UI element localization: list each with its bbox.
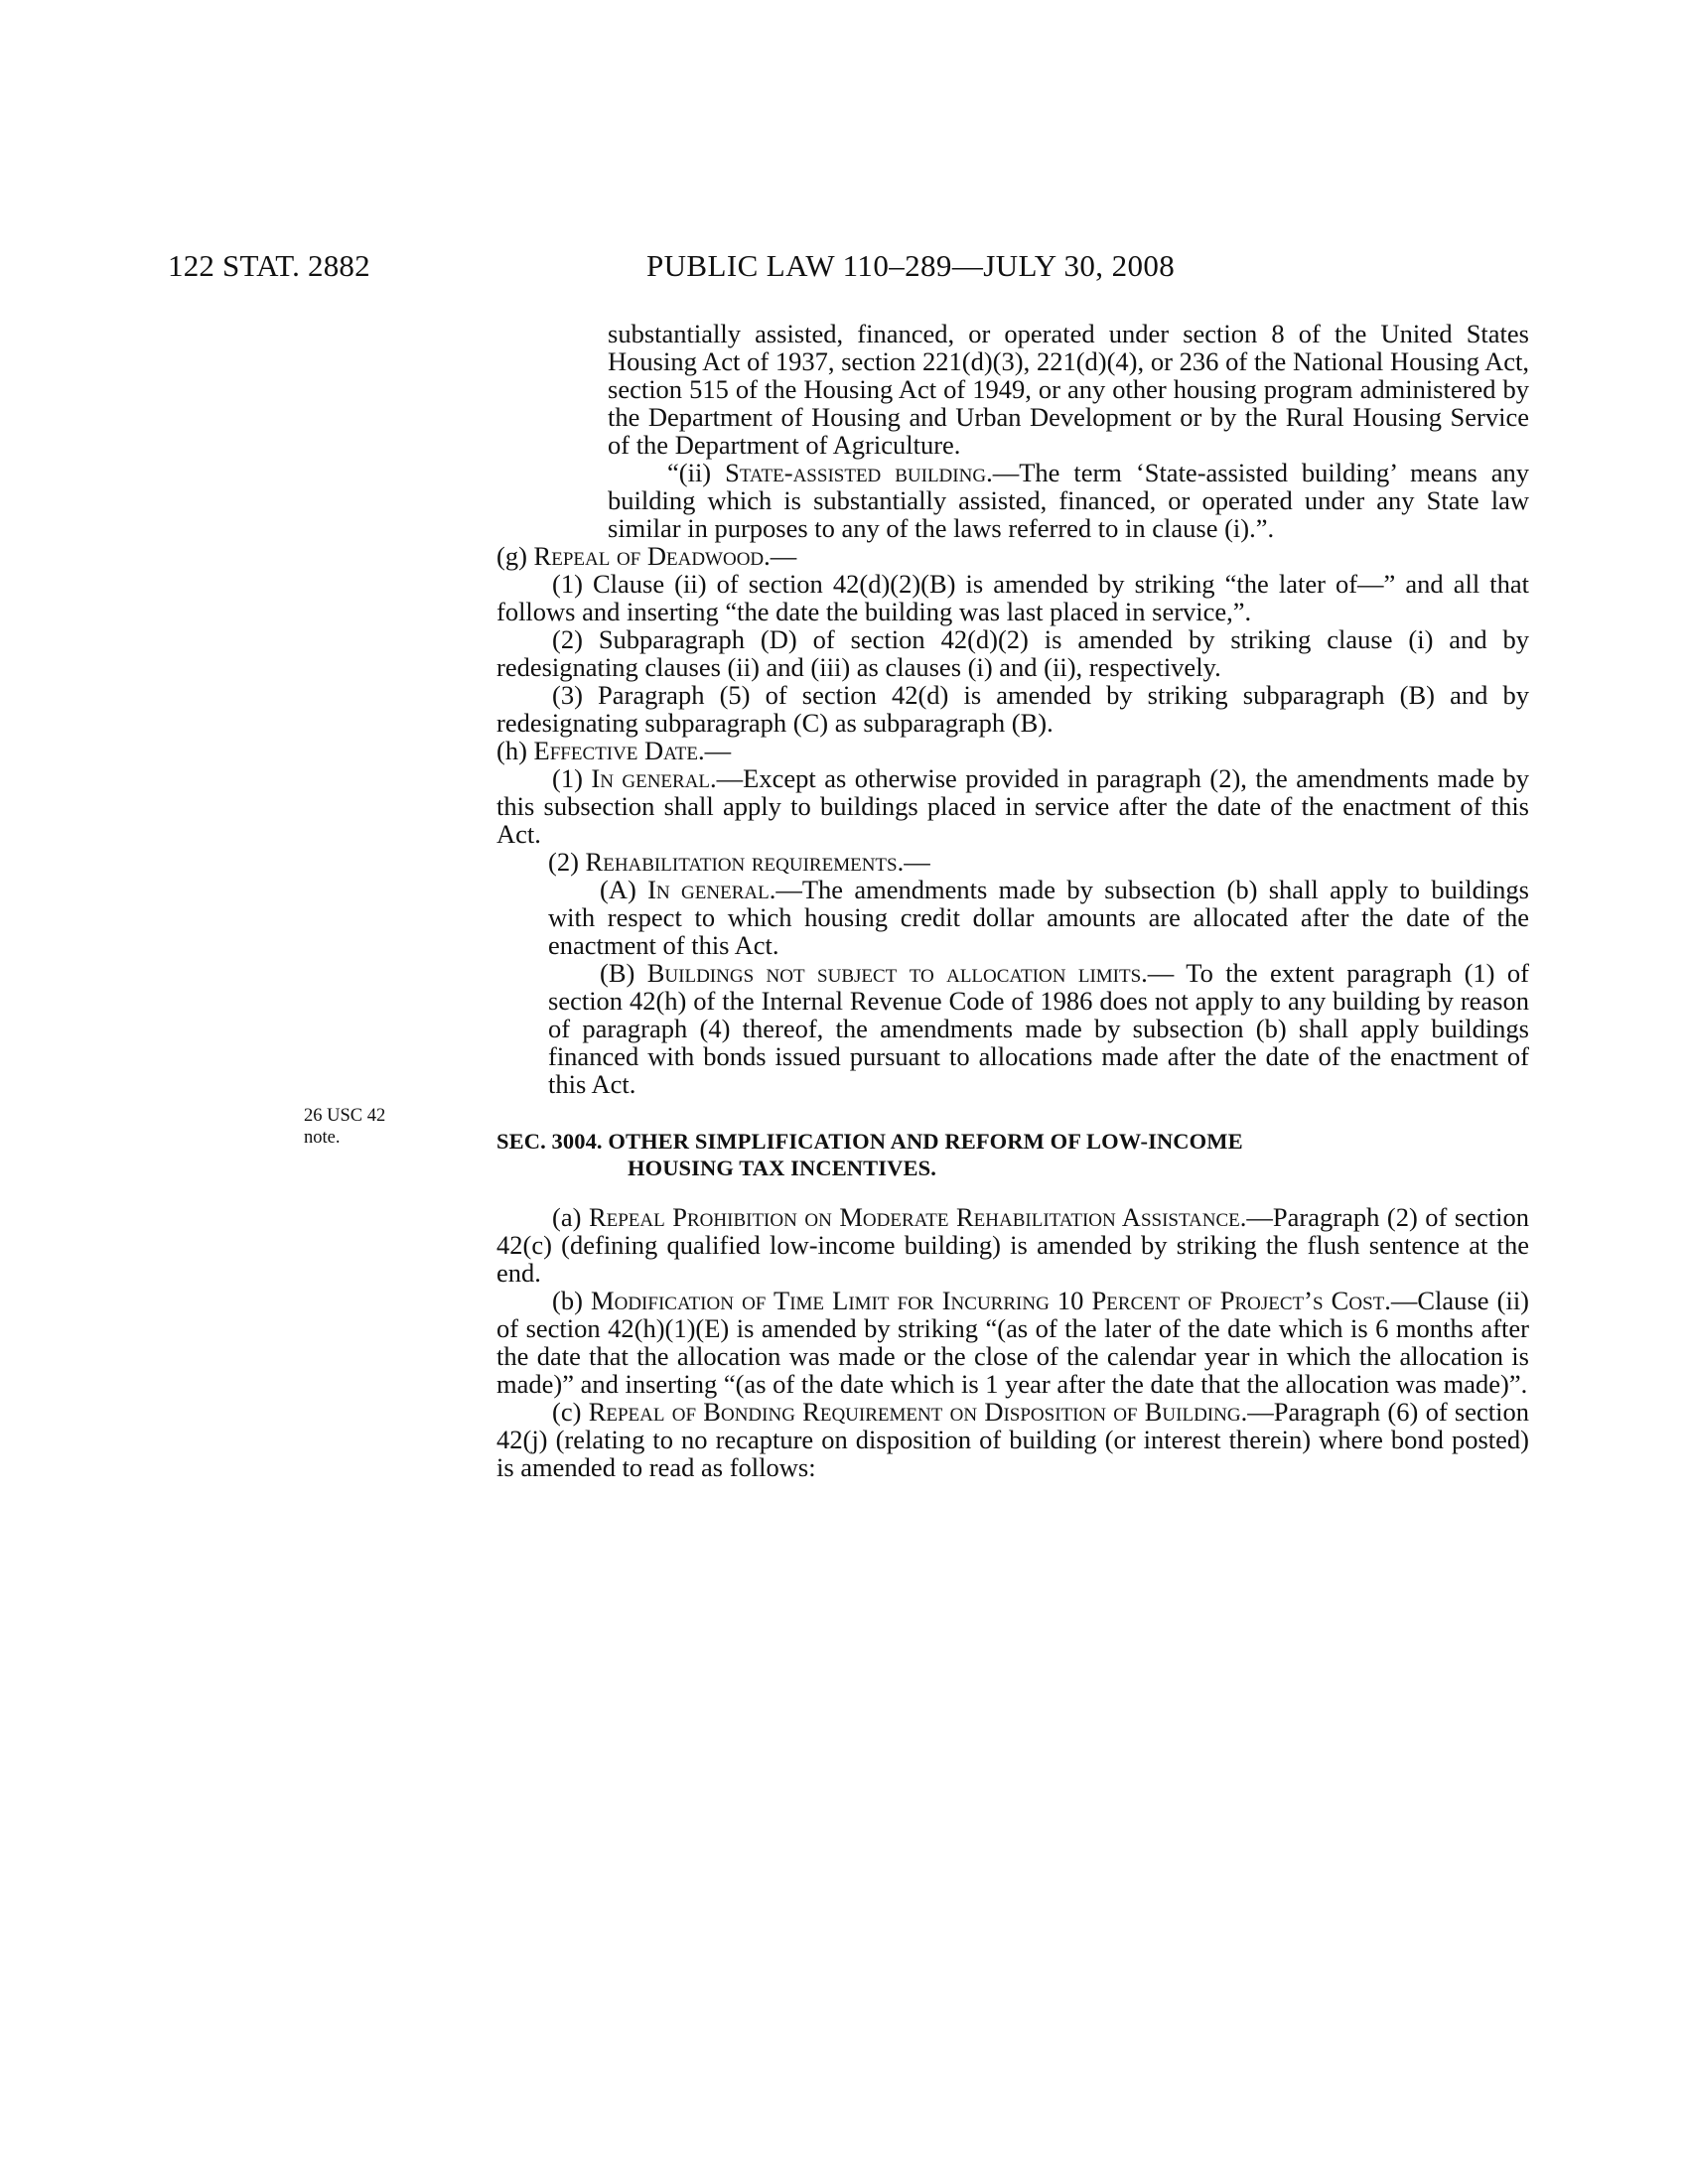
subsection-g-paragraph-3: (3) Paragraph (5) of section 42(d) is amended by striking subparagraph (B) and by redesignating subparagraph (C) as subparagraph (B).: [496, 680, 1529, 738]
subsection-g-paragraph-1: (1) Clause (ii) of section 42(d)(2)(B) is amended by striking “the later of—” and all that follows and inserting “the date the building was last placed in service,”.: [496, 569, 1529, 626]
continued-paragraph: substantially assisted, financed, or operated under section 8 of the United States Housing Act of 1937, section 221(d)(3), 221(d)(4), or 236 of the National Housing Act, section 515 of the Housing Act of 1949, or any other housing program administered by the Department of Housing and Urban Development or by the Rural Housing Service of the Department of Agriculture.: [608, 319, 1529, 460]
section-a-lead: (a): [552, 1202, 589, 1232]
subparagraph-b-text: .— To the extent paragraph (1) of section 42(h) of the Internal Revenue Code of 1986 does not apply to any building by reason of paragraph (4) thereof, the amendments made by subsection (b) shall apply buildings financed with bonds issued pursuant to allocations made after the date of the enactment of this Act.: [548, 958, 1529, 1099]
section-3004-subsection-c: [496, 1398, 1529, 1481]
subparagraph-b-heading: Buildings not subject to allocation limits: [646, 958, 1142, 988]
subparagraph-b-lead: (B): [600, 958, 647, 988]
margin-note: [304, 1105, 413, 1149]
subparagraph-b: [548, 959, 1529, 1098]
h1-text: .—Except as otherwise provided in paragraph (2), the amendments made by this subsection shall apply to buildings placed in service after the date of the enactment of this Act.: [496, 763, 1529, 849]
subsection-h-lead: (h): [496, 736, 534, 765]
subsection-g-lead: (g): [496, 541, 534, 571]
section-heading-line-1: SEC. 3004. OTHER SIMPLIFICATION AND REFORM OF LOW-INCOME: [496, 1129, 1243, 1154]
subparagraph-a: [548, 876, 1529, 959]
section-3004-subsection-b: [496, 1287, 1529, 1398]
section-b-text: .—Clause (ii) of section 42(h)(1)(E) is amended by striking “(as of the later of the date which is 6 months after the date that the allocation was made or the close of the calendar year in which the allocation is made)” and inserting “(as of the date which is 1 year after the date that the allocation was made)”.: [496, 1286, 1530, 1399]
subparagraph-a-lead: (A): [600, 875, 648, 904]
margin-note-line-2: note.: [304, 1128, 341, 1148]
subsection-h-tail: .—: [697, 736, 732, 765]
section-c-heading: Repeal of Bonding Requirement on Disposition of Building: [588, 1397, 1241, 1427]
section-b-heading: Modification of Time Limit for Incurring 10 Percent of Project’s Cost: [591, 1286, 1385, 1315]
h1-lead: (1): [552, 763, 592, 793]
section-heading-line-2: HOUSING TAX INCENTIVES.: [628, 1156, 936, 1180]
h2-lead: (2): [548, 847, 586, 877]
page-number: 122 STAT. 2882: [168, 248, 370, 283]
subsection-g-heading: [496, 542, 1529, 570]
subparagraph-a-text: .—The amendments made by subsection (b) shall apply to buildings with respect to which housing credit dollar amounts are allocated after the date of the enactment of this Act.: [548, 875, 1529, 960]
subparagraph-a-heading: In general: [647, 875, 770, 904]
clause-ii-text: .—The term ‘State-assisted building’ means any building which is substantially assisted, financed, or operated under any State law similar in purposes to any of the laws referred to in clause (i).”.: [608, 458, 1530, 543]
margin-note-line-1: 26 USC 42: [304, 1106, 386, 1126]
section-b-lead: (b): [552, 1286, 592, 1315]
section-3004-heading: [496, 1128, 1529, 1181]
subsection-g-tail: .—: [764, 541, 797, 571]
section-a-heading: Repeal Prohibition on Moderate Rehabilitation Assistance: [588, 1202, 1240, 1232]
subsection-h-title: Effective Date: [533, 736, 698, 765]
page-header: [0, 248, 1688, 288]
clause-ii-heading: State-assisted building: [725, 458, 987, 487]
subsection-g-paragraph-2: (2) Subparagraph (D) of section 42(d)(2) is amended by striking clause (i) and by redesignating clauses (ii) and (iii) as clauses (i) and (ii), respectively.: [496, 624, 1529, 682]
section-c-text: .—Paragraph (6) of section 42(j) (relating to no recapture on disposition of building (or interest therein) where bond posted) is amended to read as follows:: [496, 1397, 1529, 1482]
h2-heading: Rehabilitation requirements: [585, 847, 898, 877]
section-3004-subsection-a: [496, 1203, 1529, 1287]
subsection-h-heading: [496, 737, 1529, 764]
body-text: [496, 320, 1529, 1481]
h1-heading: In general: [591, 763, 711, 793]
subsection-g-title: Repeal of Deadwood: [533, 541, 765, 571]
clause-ii-lead: “(ii): [667, 458, 726, 487]
h2-tail: .—: [897, 847, 930, 877]
clause-ii-paragraph: [608, 459, 1529, 542]
subsection-h-paragraph-2-heading: [548, 848, 1529, 876]
running-head: PUBLIC LAW 110–289—JULY 30, 2008: [646, 248, 1176, 283]
section-c-lead: (c): [552, 1397, 589, 1427]
section-a-text: .—Paragraph (2) of section 42(c) (defining qualified low-income building) is amended by striking the flush sentence at the end.: [496, 1202, 1529, 1288]
subsection-h-paragraph-1: [496, 764, 1529, 848]
